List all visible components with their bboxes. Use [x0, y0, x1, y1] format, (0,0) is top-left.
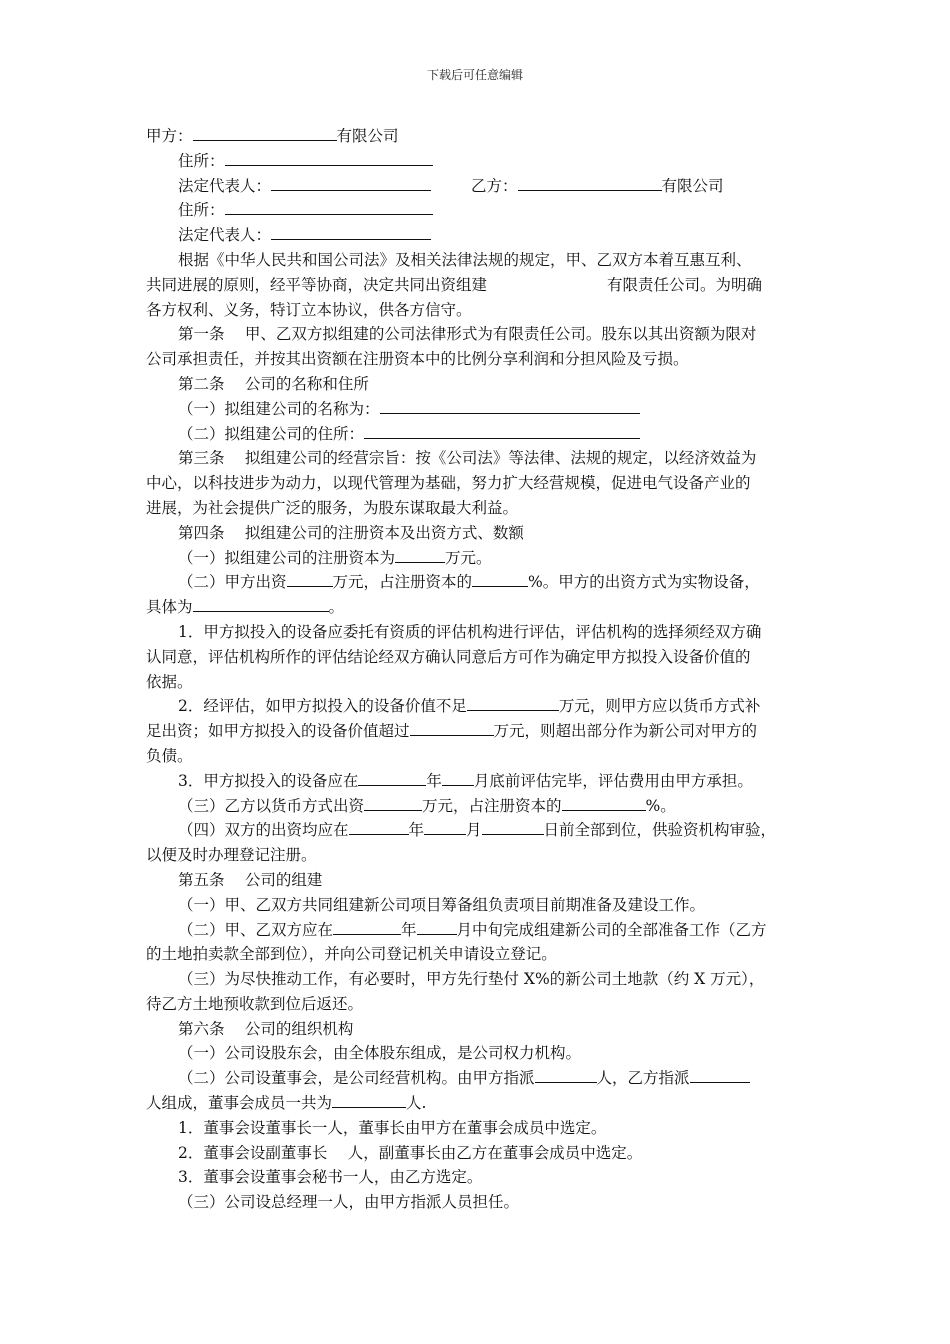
party-a-address-blank[interactable] [225, 149, 433, 166]
party-b-legal-rep-line [146, 223, 806, 248]
deadline-year-blank[interactable] [349, 818, 409, 835]
value-shortfall-blank[interactable] [467, 694, 559, 711]
legal-rep-label: 法定代表人： [178, 176, 272, 195]
party-a-name-blank[interactable] [193, 124, 337, 141]
value-excess-blank[interactable] [410, 719, 494, 736]
article-4-item-4-cont: 以便及时办理登记注册。 [146, 846, 317, 865]
article-4-clause-3: 3．甲方拟投入的设备应在 年 月底前评估完毕，评估费用由甲方承担。 [146, 769, 806, 794]
contract-body [146, 124, 806, 1215]
article-5-item-2-cont: 的土地拍卖款全部到位），并向公司登记机关申请设立登记。 [146, 945, 557, 964]
party-a-directors-blank[interactable] [535, 1066, 597, 1083]
article-4-clause-1: 认同意，评估机构所作的评估结论经双方确认同意后方可作为确定甲方拟投入设备价值的 [146, 647, 751, 666]
setup-year-blank[interactable] [333, 918, 401, 935]
article-4-item-1: （一）拟组建公司的注册资本为 万元。 [146, 546, 806, 571]
company-address-blank[interactable] [364, 422, 640, 439]
intro-line: 各方权利、义务，特订立本协议，供各方信守。 [146, 300, 472, 319]
party-a-share-blank[interactable] [472, 570, 528, 587]
party-b-address-blank[interactable] [225, 198, 433, 215]
party-b-legal-rep-blank[interactable] [271, 223, 431, 240]
article-6-clause-1: 1．董事会设董事长一人，董事长由甲方在董事会成员中选定。 [178, 1118, 607, 1137]
article-1-line: 第一条 甲、乙双方拟组建的公司法律形式为有限责任公司。股东以其出资额为限对 [178, 325, 757, 344]
article-4-clause-1: 1．甲方拟投入的设备应委托有资质的评估机构进行评估，评估机构的选择须经双方确 [178, 622, 762, 641]
article-4-clause-1: 依据。 [146, 672, 193, 691]
party-b-directors-blank[interactable] [690, 1066, 750, 1083]
party-b-suffix: 有限公司 [661, 176, 724, 195]
legal-rep-label: 法定代表人： [178, 226, 272, 245]
article-5-item-3: （三）为尽快推动工作，有必要时，甲方先行垫付 X%的新公司土地款（约 X 万元）， [178, 970, 765, 989]
party-b-share-blank[interactable] [562, 794, 646, 811]
article-4-item-2-cont: 具体为 。 [146, 595, 806, 620]
article-5-item-1: （一）甲、乙双方共同组建新公司项目筹备组负责项目前期准备及建设工作。 [178, 895, 706, 914]
eval-month-blank[interactable] [442, 769, 474, 786]
deadline-month-blank[interactable] [424, 818, 466, 835]
setup-month-blank[interactable] [417, 918, 457, 935]
party-a-legal-rep-blank[interactable] [271, 174, 431, 191]
address-label: 住所： [178, 151, 225, 170]
article-3-line: 中心，以科技进步为动力，以现代管理为基础，努力扩大经营规模，促进电气设备产业的 [146, 474, 751, 493]
intro-line: 根据《中华人民共和国公司法》及相关法律法规的规定，甲、乙双方本着互惠互利、 [178, 250, 752, 269]
article-6-clause-2: 2．董事会设副董事长 人，副董事长由乙方在董事会成员中选定。 [178, 1143, 643, 1162]
equipment-detail-blank[interactable] [193, 595, 329, 612]
party-a-address-line [146, 149, 806, 174]
party-b-label: 乙方： [471, 176, 518, 195]
address-label: 住所： [178, 201, 225, 220]
article-6-item-3: （三）公司设总经理一人，由甲方指派人员担任。 [178, 1193, 520, 1212]
article-3-line: 进展，为社会提供广泛的服务，为股东谋取最大利益。 [146, 498, 519, 517]
deadline-day-blank[interactable] [482, 818, 544, 835]
party-a-label: 甲方： [146, 127, 193, 145]
article-5-item-3-cont: 待乙方土地预收款到位后返还。 [146, 994, 364, 1013]
party-a-suffix: 有限公司 [336, 127, 399, 145]
article-4-clause-2: 2．经评估，如甲方拟投入的设备价值不足 万元，则甲方应以货币方式补 [146, 694, 806, 719]
article-6-title: 第六条 公司的组织机构 [178, 1019, 354, 1038]
article-6-item-2-cont: 人组成，董事会成员一共为 人. [146, 1091, 806, 1116]
page-header: 下载后可任意编辑 [426, 68, 523, 82]
article-5-item-2: （二）甲、乙双方应在 年 月中旬完成组建新公司的全部准备工作（乙方 [146, 918, 806, 943]
article-6-clause-3: 3．董事会设董事会秘书一人，由乙方选定。 [178, 1168, 483, 1187]
article-4-item-2: （二）甲方出资 万元，占注册资本的 %。甲方的出资方式为实物设备， [146, 570, 806, 595]
article-4-item-4: （四）双方的出资均应在 年 月 日前全部到位，供验资机构审验， [146, 818, 806, 843]
article-2-item-1: （一）拟组建公司的名称为： [146, 397, 806, 422]
article-4-item-3: （三）乙方以货币方式出资 万元，占注册资本的 %。 [146, 794, 806, 819]
board-total-blank[interactable] [332, 1091, 406, 1108]
party-b-address-line [146, 198, 806, 223]
article-4-title: 第四条 拟组建公司的注册资本及出资方式、数额 [178, 523, 524, 542]
party-a-line [146, 124, 806, 149]
intro-line: 共同进展的原则，经平等协商，决定共同出资组建 有限责任公司。为明确 [146, 275, 763, 294]
article-3-line: 第三条 拟组建公司的经营宗旨：按《公司法》等法律、法规的规定，以经济效益为 [178, 449, 757, 468]
party-b-capital-blank[interactable] [364, 794, 422, 811]
party-b-name-blank[interactable] [518, 174, 662, 191]
article-4-clause-2: 足出资；如甲方拟投入的设备价值超过 万元，则超出部分作为新公司对甲方的 [146, 719, 806, 744]
party-a-capital-blank[interactable] [287, 570, 333, 587]
company-name-blank[interactable] [380, 397, 640, 414]
eval-year-blank[interactable] [358, 769, 426, 786]
article-5-title: 第五条 公司的组建 [178, 870, 323, 889]
party-a-legal-rep-line [146, 174, 806, 199]
registered-capital-blank[interactable] [395, 546, 445, 563]
article-6-item-2: （二）公司设董事会，是公司经营机构。由甲方指派 人，乙方指派 [146, 1066, 806, 1091]
article-4-clause-2: 负债。 [146, 746, 193, 765]
article-2-title: 第二条 公司的名称和住所 [178, 374, 369, 393]
article-1-line: 公司承担责任，并按其出资额在注册资本中的比例分享利润和分担风险及亏损。 [146, 350, 689, 369]
article-2-item-2: （二）拟组建公司的住所： [146, 422, 806, 447]
article-6-item-1: （一）公司设股东会，由全体股东组成，是公司权力机构。 [178, 1044, 582, 1063]
